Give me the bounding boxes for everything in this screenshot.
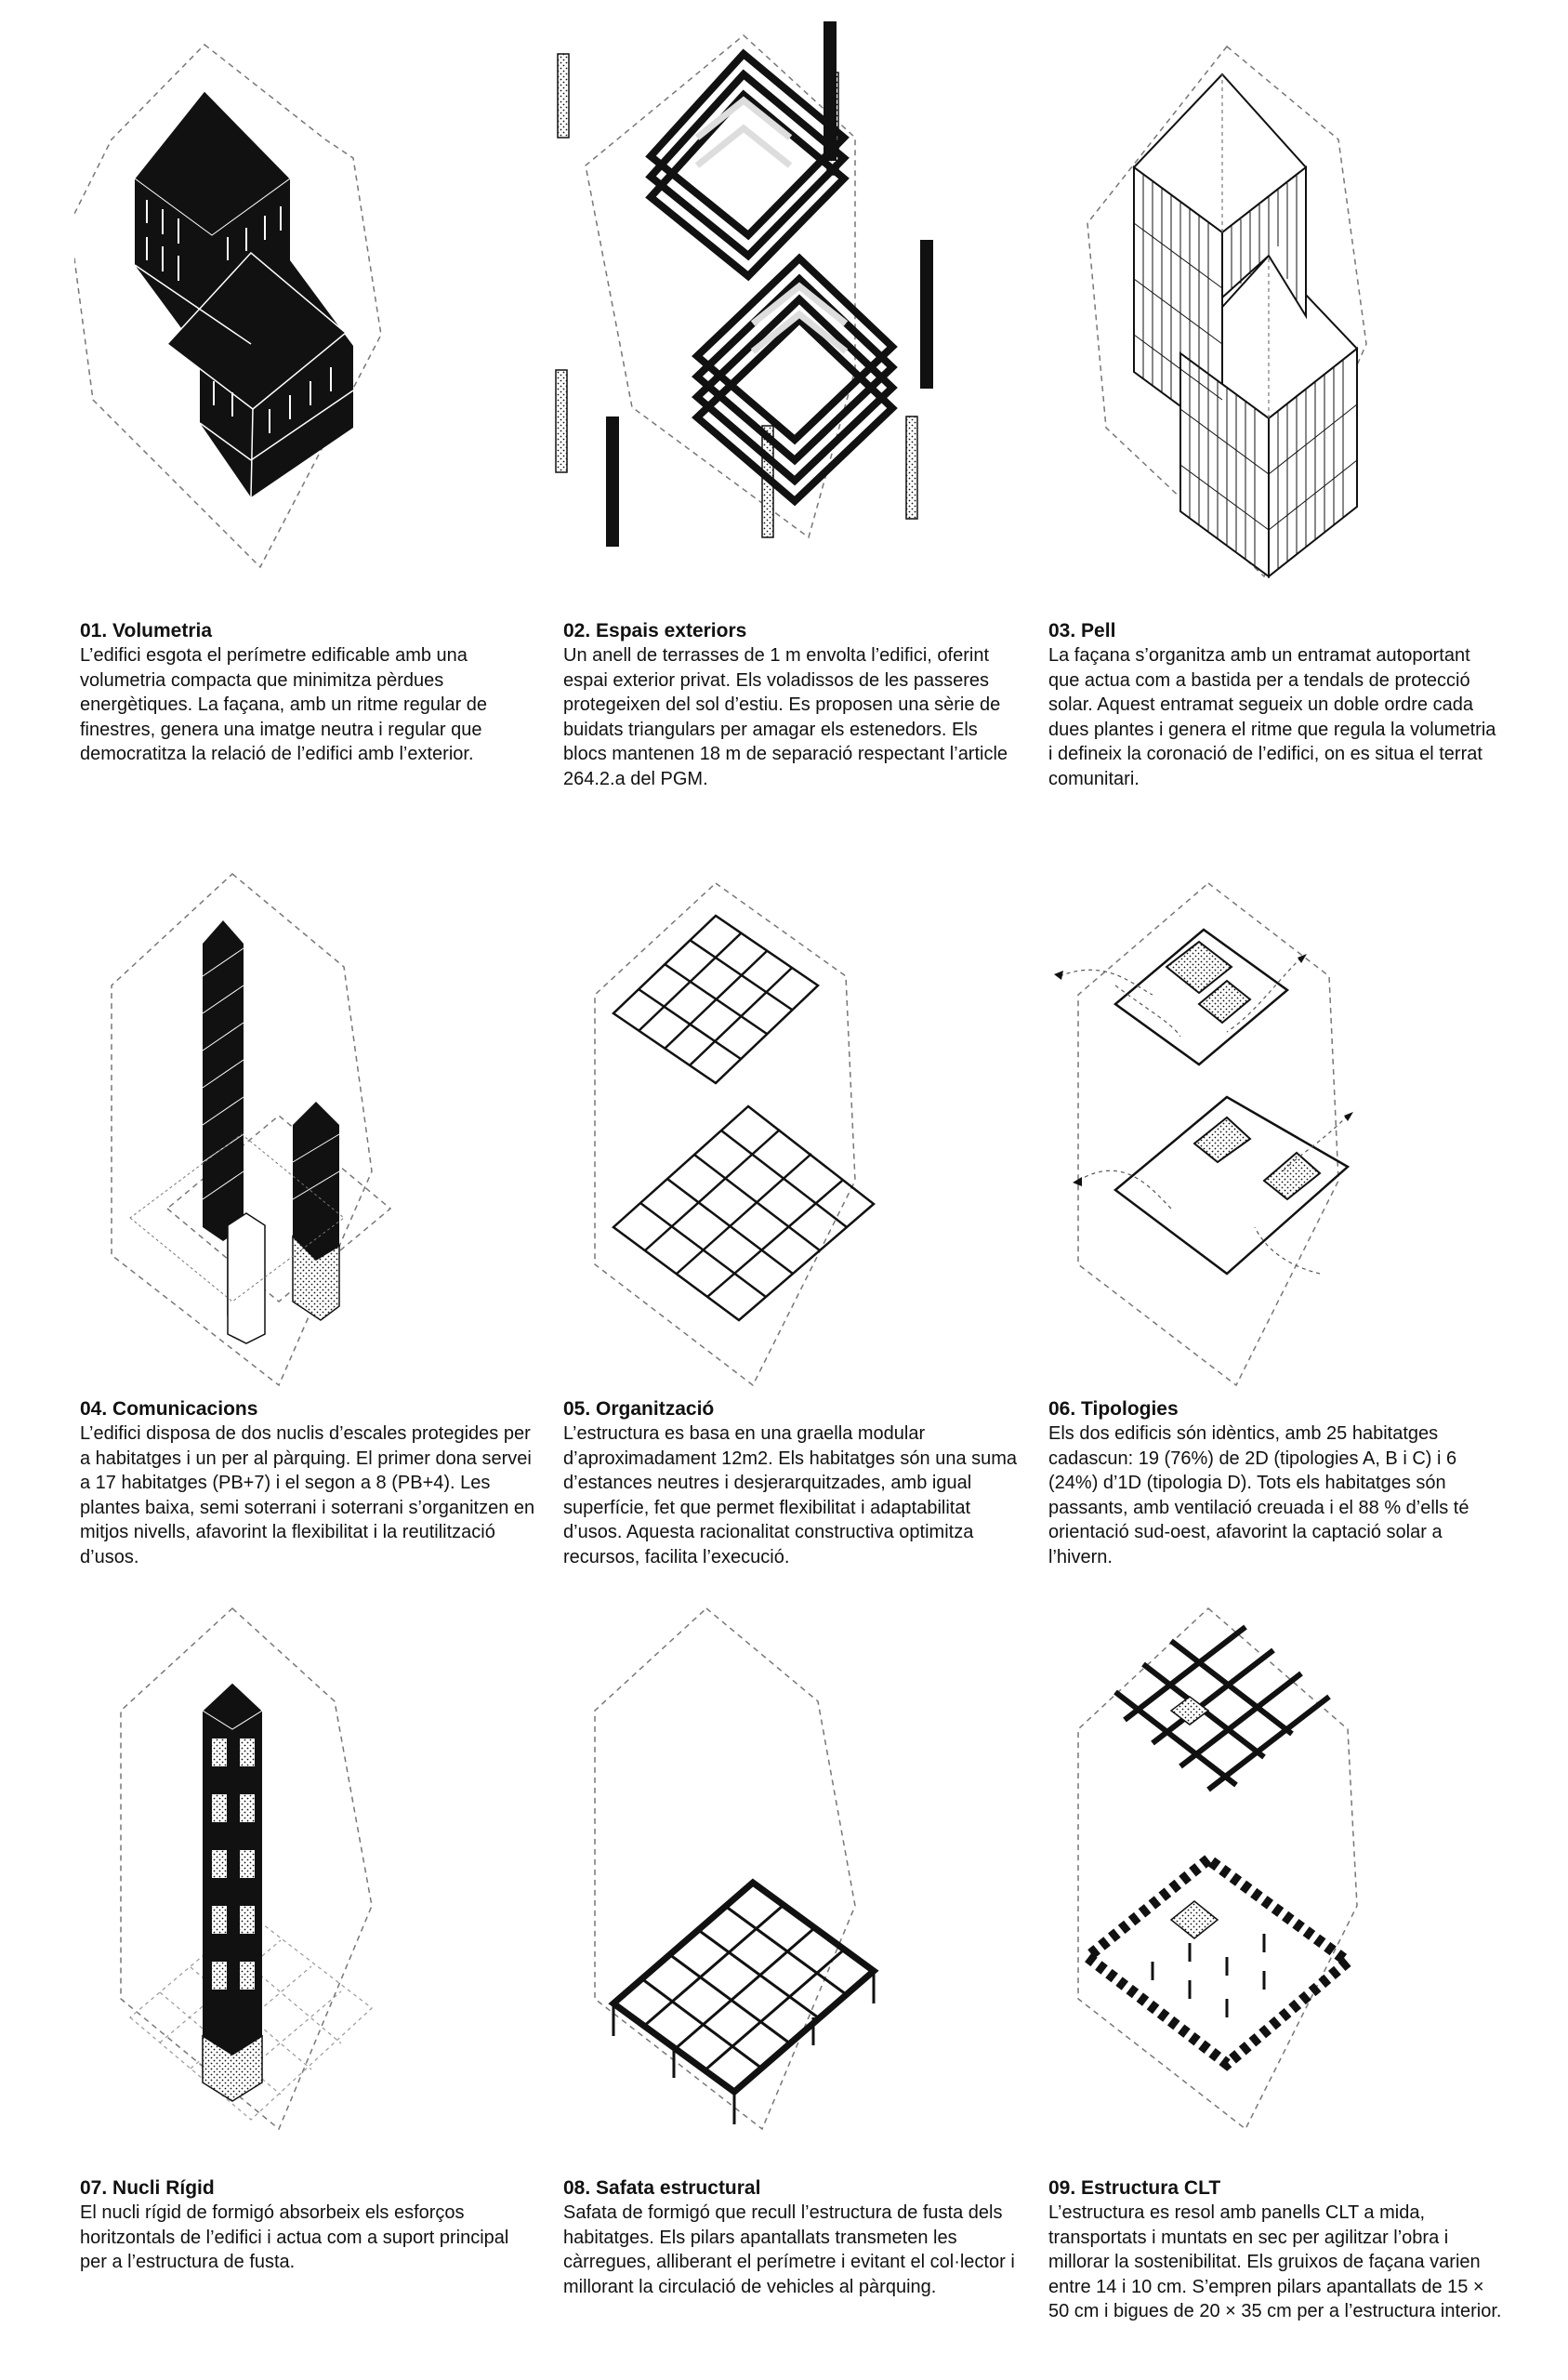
caption-body: Safata de formigó que recull l’estructura de fusta dels habitatges. Els pilars apantallats transmeten les càrregues, alliberant el perímetre i evitant el col·lector i millorant la circulació de vehicles al pàrquing. <box>563 2202 1015 2297</box>
caption-body: El nucli rígid de formigó absorbeix els esforços horitzontals de l’edifici i actua com a suport principal per a l’estructura de fusta. <box>80 2202 509 2272</box>
caption-typologies <box>1048 1397 1504 1569</box>
caption-clt-structure <box>1048 2176 1504 2324</box>
caption-body: Els dos edificis són idèntics, amb 25 habitatges cadascun: 19 (76%) de 2D (tipologies A, B i C) i 6 (24%) d’1D (tipologia D). Tots els habitatges són passants, amb ventilació creuada i el 88 % d’ells té orientació sud-oest, afavorint la captació solar a l’hivern. <box>1048 1423 1469 1567</box>
caption-title: 01. Volumetria <box>80 620 213 641</box>
caption-title: 04. Comunicacions <box>80 1398 258 1420</box>
caption-title: 02. Espais exteriors <box>563 620 747 641</box>
caption-body: La façana s’organitza amb un entramat autoportant que actua com a bastida per a tendals de protecció solar. Aquest entramat segueix un doble ordre cada dues plantes i genera el ritme que regula la volumetria i defineix la coronació de l’edifici, on es situa el terrat comunitari. <box>1048 645 1496 789</box>
caption-title: 06. Tipologies <box>1048 1398 1179 1420</box>
communications-diagram <box>93 865 446 1404</box>
caption-body: Un anell de terrasses de 1 m envolta l’edifici, oferint espai exterior privat. Els voladissos de les passeres protegeixen del sol d’estiu. Es proposen una sèrie de buidats triangulars per amagar els estenedors. Els blocs mantenen 18 m de separació respectant l’article 264.2.a del PGM. <box>563 645 1008 789</box>
exterior-spaces-diagram <box>548 17 939 593</box>
caption-title: 09. Estructura CLT <box>1048 2177 1221 2199</box>
caption-title: 03. Pell <box>1048 620 1116 641</box>
caption-title: 05. Organització <box>563 1398 715 1420</box>
caption-title: 07. Nucli Rígid <box>80 2177 215 2199</box>
caption-title: 08. Safata estructural <box>563 2177 761 2199</box>
caption-exterior-spaces <box>563 619 1019 791</box>
caption-body: L’edifici disposa de dos nuclis d’escales protegides per a habitatges i un per al pàrquing. El primer dona servei a 17 habitatges (PB+7) i el segon a 8 (PB+4). Les plantes baixa, semi soterrani i soterrani s’organitzen en mitjos nivells, afavorint la flexibilitat i la reutilització d’usos. <box>80 1423 535 1567</box>
caption-communications <box>80 1397 535 1569</box>
caption-skin <box>1048 619 1504 791</box>
caption-rigid-core <box>80 2176 535 2275</box>
structural-tray-diagram <box>576 1599 892 2157</box>
caption-body: L’estructura es basa en una graella modular d’aproximadament 12m2. Els habitatges són una suma d’estances neutres i desjerarquitzades, amb igual superfície, fet que permet flexibilitat i adaptabilitat d’usos. Aquesta racionalitat constructiva optimitza recursos, facilita l’execució. <box>563 1423 1018 1567</box>
caption-organization <box>563 1397 1019 1569</box>
caption-body: L’estructura es resol amb panells CLT a mida, transportats i muntats en sec per agilitzar l’obra i millorar la sostenibilitat. Els gruixos de façana varien entre 14 i 10 cm. S’empren pilars apantallats de 15 × 50 cm i bigues de 20 × 35 cm per a l’estructura interior. <box>1048 2202 1502 2321</box>
caption-structural-tray <box>563 2176 1019 2299</box>
clt-structure-diagram <box>1050 1599 1385 2157</box>
organization-diagram <box>576 874 883 1395</box>
volumetry-diagram <box>74 37 446 595</box>
caption-body: L’edifici esgota el perímetre edificable amb una volumetria compacta que minimitza pèrdues energètiques. La façana, amb un ritme regular de finestres, genera una imatge neutra i regular que democratitza la relació de l’edifici amb l’exterior. <box>80 645 488 764</box>
typologies-diagram <box>1041 874 1376 1395</box>
caption-volumetry <box>80 619 535 767</box>
rigid-core-diagram <box>93 1599 446 2157</box>
skin-diagram <box>1069 37 1403 595</box>
